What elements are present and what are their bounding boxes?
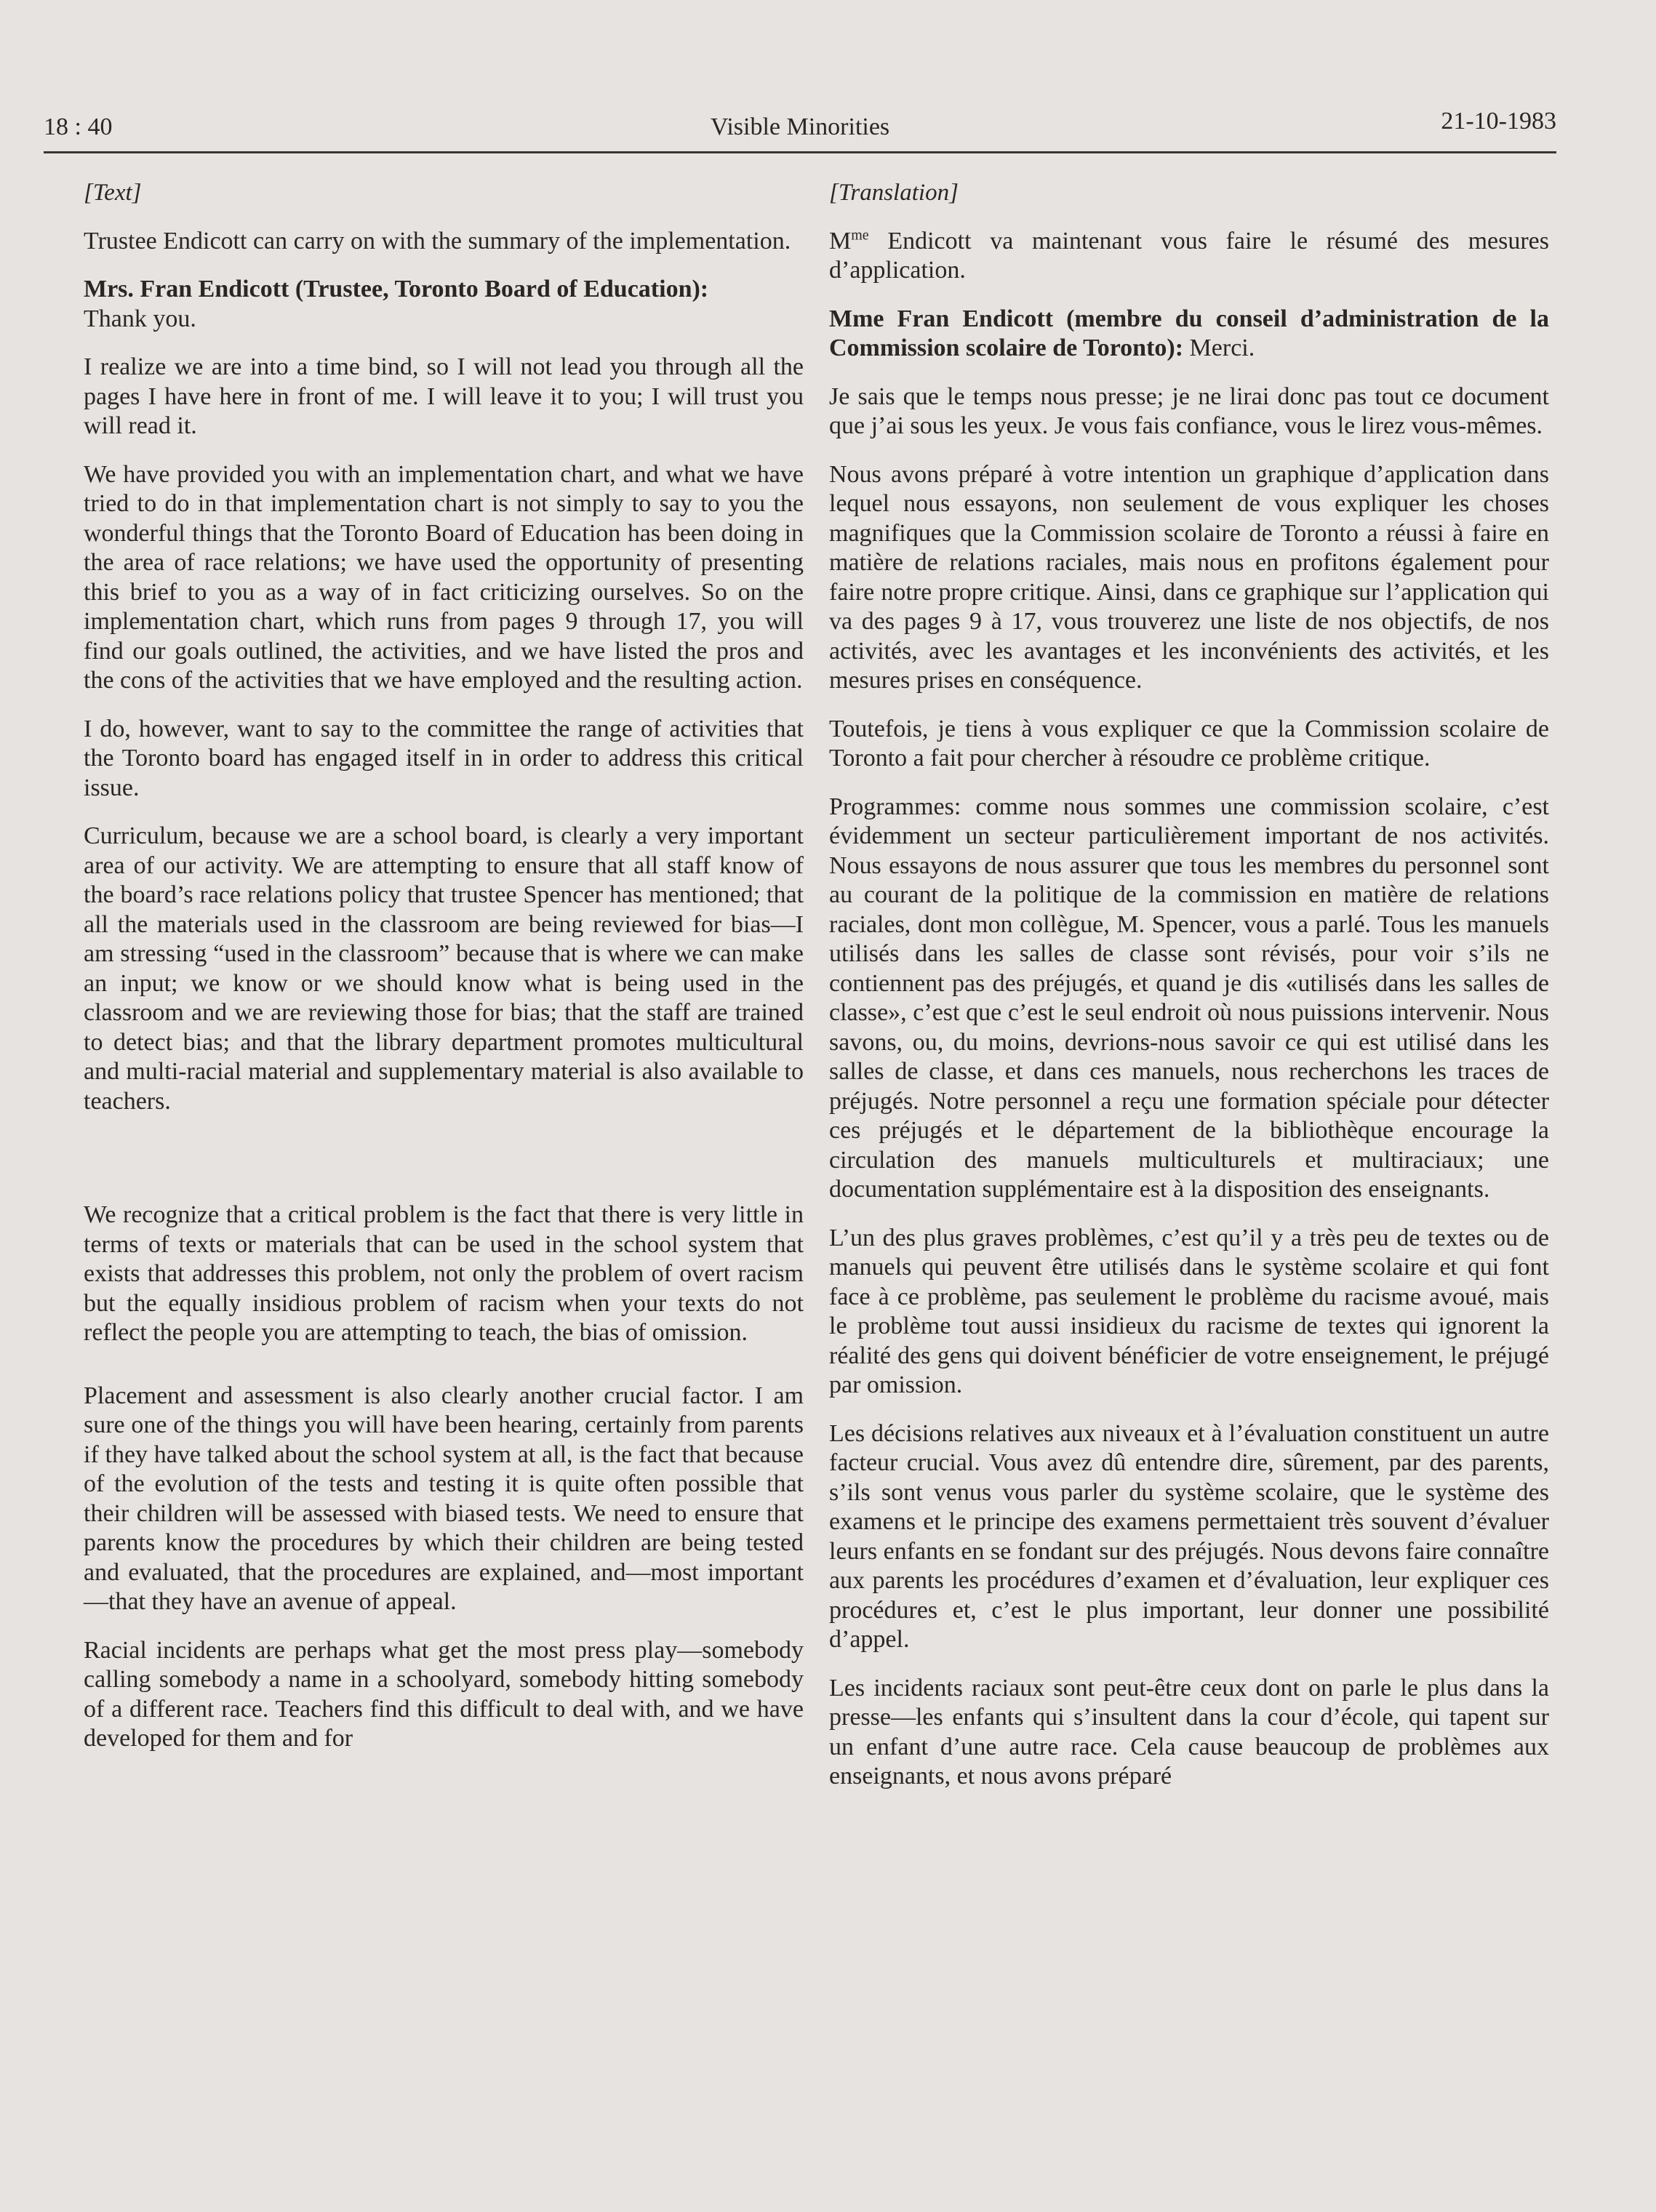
paragraph: Toutefois, je tiens à vous expliquer ce que la Commission scolaire de Toronto a fait pour chercher à résoudre ce problème critique. <box>829 715 1549 772</box>
speaker-paragraph <box>829 305 1549 364</box>
paragraph: I realize we are into a time bind, so I will not lead you through all the pages I have here in front of me. I will leave it to you; I will trust you will read it. <box>84 353 804 439</box>
paragraph: Les incidents raciaux sont peut-être ceux dont on parle le plus dans la presse—les enfants qui s’insultent dans la cour d’école, qui tapent sur un enfant d’une autre race. Cela cause beaucoup de problèmes aux enseignants, et nous avons préparé <box>829 1674 1549 1790</box>
paragraph: We have provided you with an implementation chart, and what we have tried to do in that implementation chart is not simply to say to you the wonderful things that the Toronto Board of Education has been doing in the area of race relations; we have used the opportunity of presenting this brief to you as a way of in fact criticizing ourselves. So on the implementation chart, which runs from pages 9 through 17, you will find our goals outlined, the activities, and we have listed the pros and the cons of the activities that we have employed and the resulting action. <box>84 460 804 694</box>
paragraph: I do, however, want to say to the committee the range of activities that the Toronto board has engaged itself in in order to address this critical issue. <box>84 715 804 801</box>
paragraph: L’un des plus graves problèmes, c’est qu’il y a très peu de textes ou de manuels qui peuvent être utilisés dans le système scolaire et qui font face à ce problème, pas seulement le problème du racisme avoué, mais le problème tout aussi insidieux du racisme de textes qui ignorent la réalité des gens qui doivent bénéficier de votre enseignement, le préjugé par omission. <box>829 1224 1549 1398</box>
french-column <box>829 178 1549 1811</box>
paragraph: Je sais que le temps nous presse; je ne lirai donc pas tout ce document que j’ai sous les yeux. Je vous fais confiance, vous le lirez vous-mêmes. <box>829 382 1549 439</box>
document-title: Visible Minorities <box>710 113 890 140</box>
paragraph: Trustee Endicott can carry on with the summary of the implementation. <box>84 227 791 255</box>
text-tag: [Text] <box>84 180 142 206</box>
paragraph: Les décisions relatives aux niveaux et à l’évaluation constituent un autre facteur crucial. Vous avez dû entendre dire, sûrement, par des parents, s’ils sont venus vous parler du système scolaire, que le système des examens et le principe des examens permettaient très souvent d’évaluer leurs enfants en se fondant sur des préjugés. Nous devons faire connaître aux parents les procédures d’examen et d’évaluation, leur expliquer ces procédures et, c’est le plus important, leur donner une possibilité d’appel. <box>829 1419 1549 1653</box>
speaker-text: Thank you. <box>84 305 196 332</box>
spacer <box>84 1135 804 1201</box>
speaker-name: Mrs. Fran Endicott (Trustee, Toronto Board of Education): <box>84 276 709 302</box>
spacer <box>84 1367 804 1382</box>
paragraph: Nous avons préparé à votre intention un graphique d’application dans lequel nous essayons, non seulement de vous expliquer les choses magnifiques que la Commission scolaire de Toronto a réussi à faire en matière de relations raciales, mais nous en profitons également pour faire notre propre critique. Ainsi, dans ce graphique sur l’application qui va des pages 9 à 17, vous trouverez une liste de nos objectifs, de nos activités, avec les avantages et les inconvénients des activités, et les mesures prises en conséquence. <box>829 460 1549 694</box>
page-header <box>44 108 1556 153</box>
translation-tag: [Translation] <box>829 180 959 206</box>
paragraph: $M^{me}$ Endicott va maintenant vous faire le résumé des mesures d’application. <box>829 227 1549 284</box>
paragraph: We recognize that a critical problem is the fact that there is very little in terms of texts or materials that can be used in the school system that exists that addresses this problem, not only the problem of overt racism but the equally insidious problem of racism when your texts do not reflect the people you are attempting to teach, the bias of omission. <box>84 1201 804 1346</box>
speaker-text: Merci. <box>1183 334 1255 361</box>
english-column <box>84 178 804 1773</box>
document-date: 21-10-1983 <box>1441 108 1556 135</box>
paragraph: Programmes: comme nous sommes une commission scolaire, c’est évidemment un secteur particulièrement important de nos activités. Nous essayons de nous assurer que tous les membres du personnel sont au courant de la politique de la commission en matière de relations raciales, dont mon collègue, M. Spencer, vous a parlé. Tous les manuels utilisés dans les salles de classe sont révisés, pour voir s’ils ne contiennent pas des préjugés, et quand je dis «utilisés dans les salles de classe», c’est que c’est le seul endroit où nous puissions intervenir. Nous savons, ou, du moins, devrions-nous savoir ce qui est utilisé dans les salles de classe, et dans ces manuels, nous recherchons les traces de préjugés. Notre personnel a reçu une formation spéciale pour détecter ces préjugés et le département de la bibliothèque encourage la circulation des manuels multiculturels et multiraciaux; une documentation supplémentaire est à la disposition des enseignants. <box>829 793 1549 1203</box>
speaker-name: Mme Fran Endicott (membre du conseil d’administration de la Commission scolaire de Toronto): <box>829 305 1549 361</box>
page-reference: 18 : 40 <box>44 113 113 140</box>
paragraph: Racial incidents are perhaps what get the most press play—somebody calling somebody a name in a schoolyard, somebody hitting somebody of a different race. Teachers find this difficult to deal with, and we have developed for them and for <box>84 1636 804 1752</box>
paragraph: Curriculum, because we are a school board, is clearly a very important area of our activity. We are attempting to ensure that all staff know of the board’s race relations policy that trustee Spencer has mentioned; that all the materials used in the classroom are being reviewed for bias—I am stressing “used in the classroom” because that is where we can make an input; we know or we should know what is being used in the classroom and we are reviewing those for bias; that the staff are trained to detect bias; and that the library department promotes multicultural and multi-racial material and supplementary material is also available to teachers. <box>84 822 804 1115</box>
speaker-paragraph <box>84 275 804 334</box>
paragraph: Placement and assessment is also clearly another crucial factor. I am sure one of the things you will have been hearing, certainly from parents if they have talked about the school system at all, is the fact that because of the evolution of the tests and testing it is quite often possible that their children will be assessed with biased tests. We need to ensure that parents know the procedures by which their children are being tested and evaluated, that the procedures are explained, and—most important—that they have an avenue of appeal. <box>84 1382 804 1615</box>
